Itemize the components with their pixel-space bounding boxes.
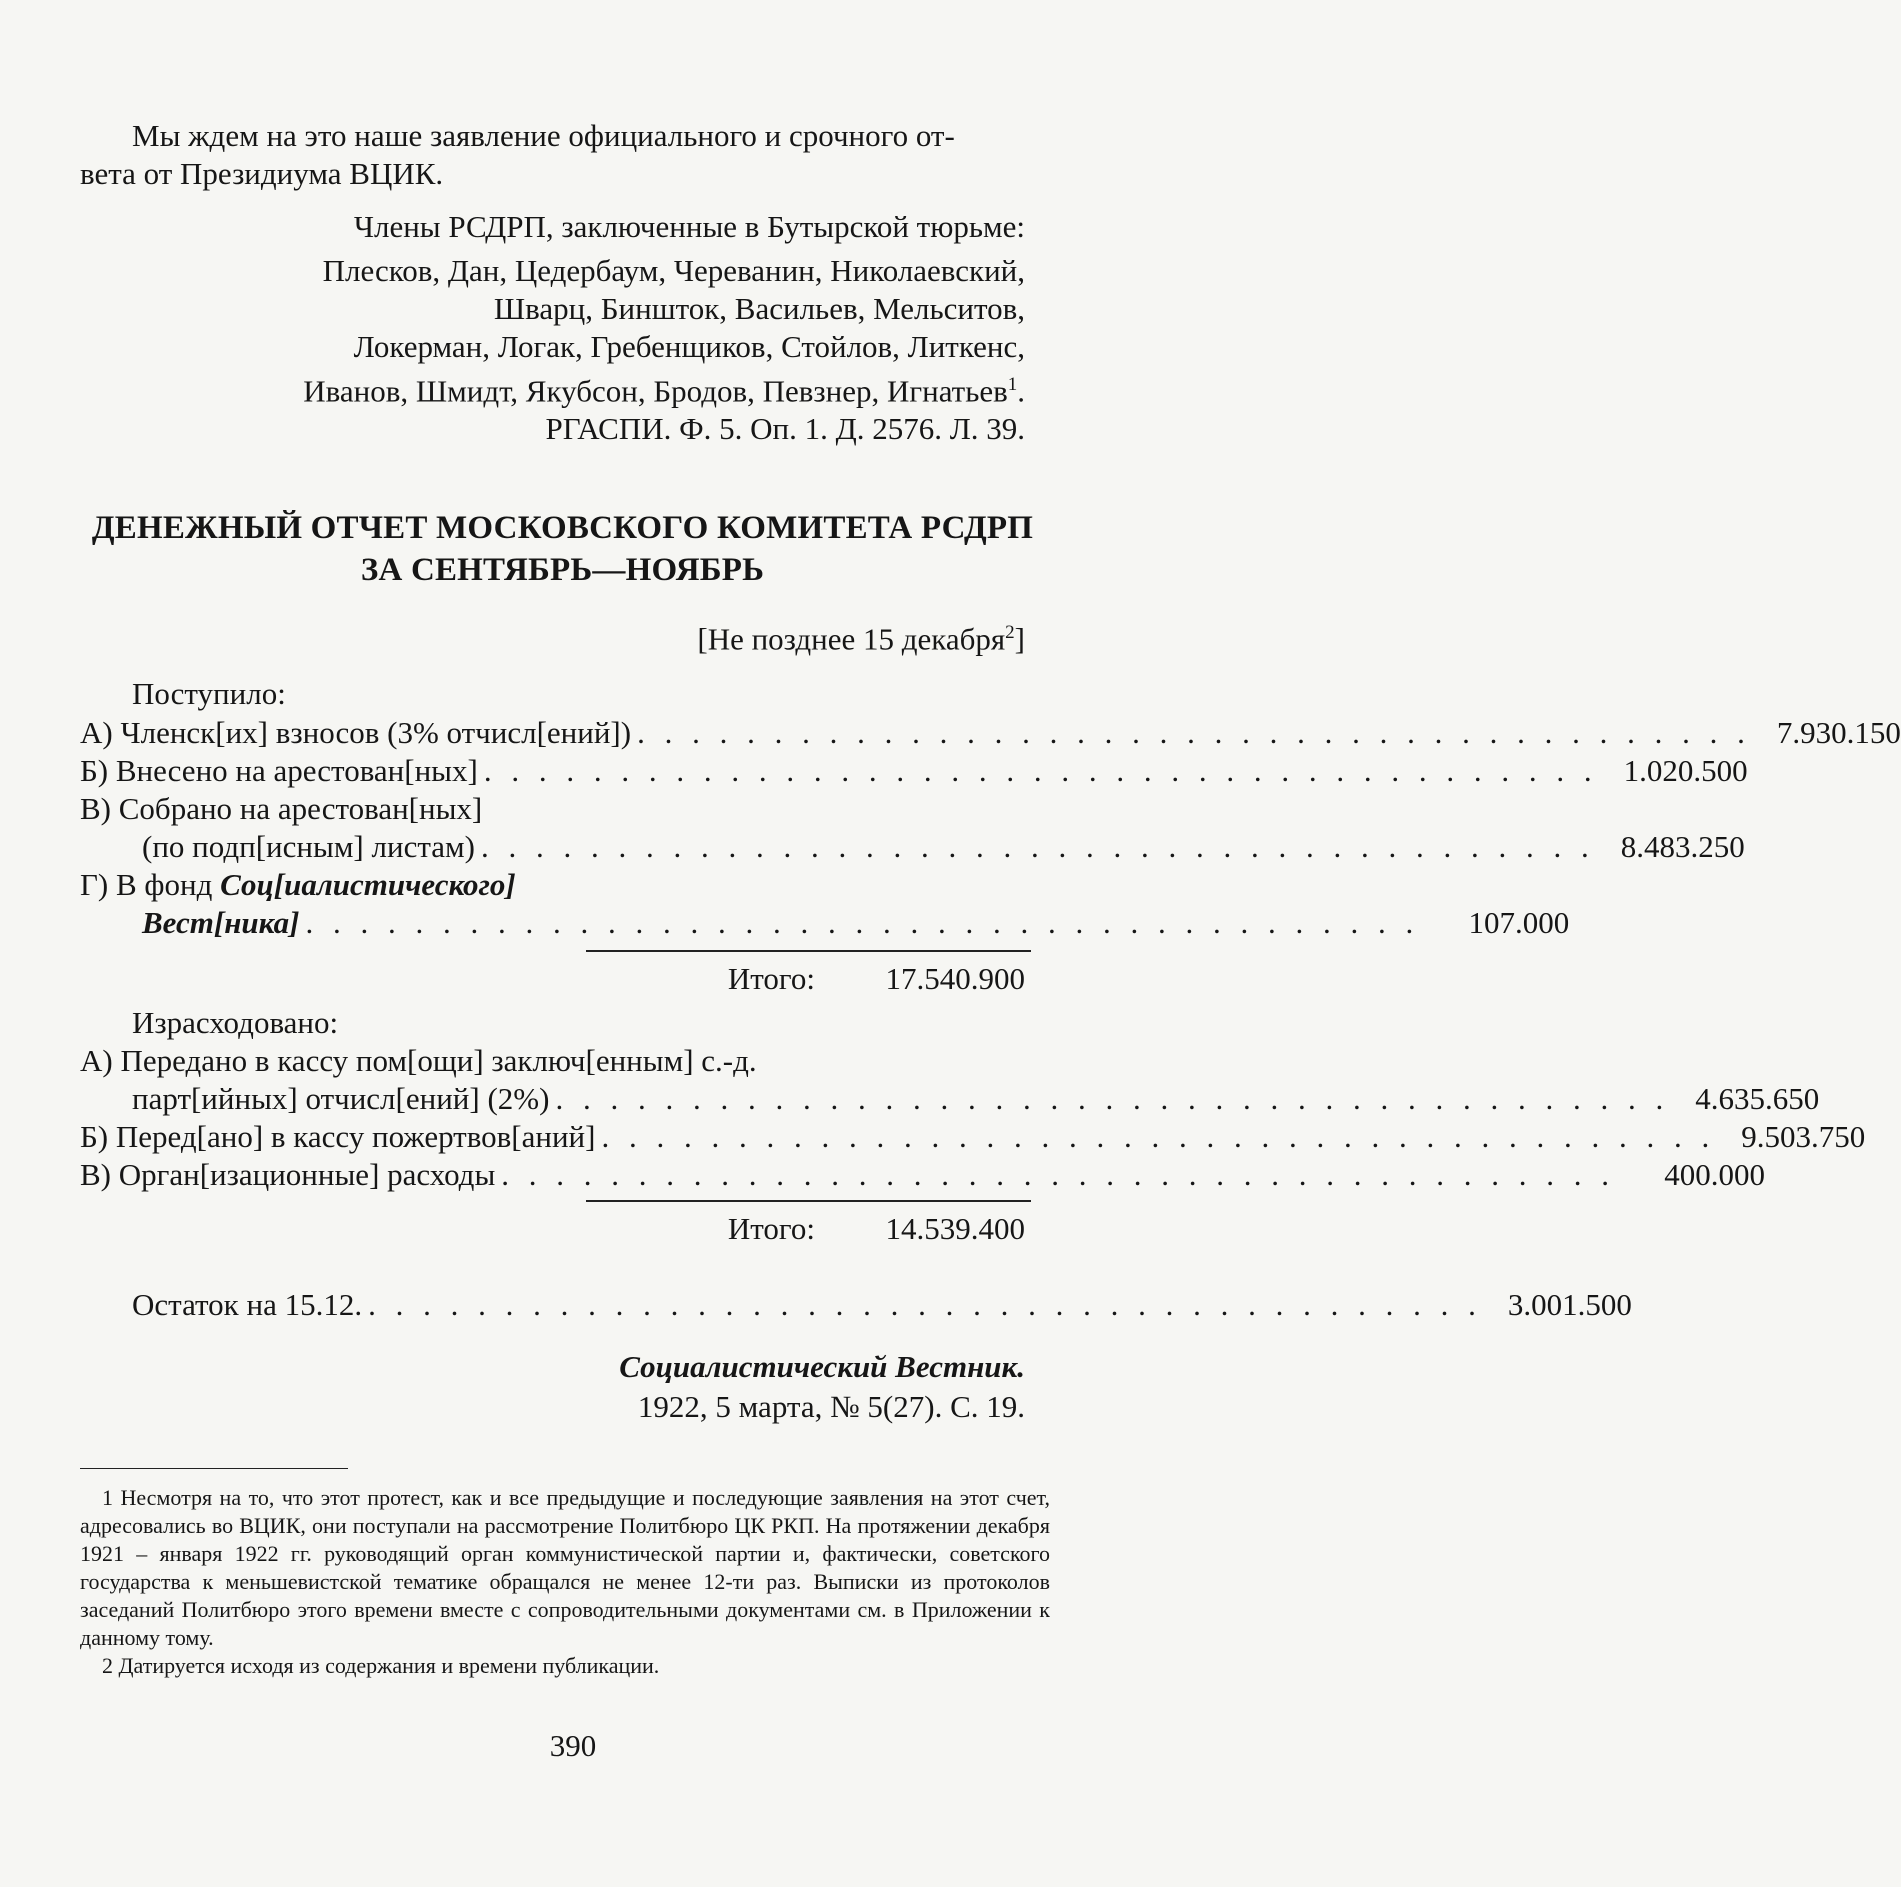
report-title-line2: ЗА СЕНТЯБРЬ—НОЯБРЬ xyxy=(360,552,765,588)
income-total-label: Итого: xyxy=(727,961,815,996)
letter-closing-line2: вета от Президиума ВЦИК. xyxy=(80,156,444,191)
leader-dots: . . . . . . . . . . . . . . . . . . . . . . . . . . . . . . . . . . . . . . . . . xyxy=(368,1287,1482,1322)
leader-dots: . . . . . . . . . . . . . . . . . . . . . . . . . . . . . . . . . . . . . . . . . xyxy=(601,1119,1716,1154)
income-label: В) Собрано на арестован[ных] xyxy=(80,791,483,826)
income-total-row xyxy=(80,960,1025,998)
expense-amount: 4.635.650 xyxy=(1695,1081,1820,1116)
footnote-ref-2[interactable]: 2 xyxy=(1005,622,1015,643)
income-heading: Поступило: xyxy=(132,676,286,711)
expense-total-rule xyxy=(586,1200,1031,1202)
expense-label: А) Передано в кассу пом[ощи] заключ[енным] с.-д. xyxy=(80,1043,757,1078)
income-label: А) Членск[их] взносов (3% отчисл[ений]) xyxy=(80,715,632,750)
footnote-separator xyxy=(80,1468,348,1469)
income-label-italic: Соц[иалистического] xyxy=(220,867,516,902)
leader-dots: . . . . . . . . . . . . . . . . . . . . . . . . . . . . . . . . . . . . . . . . . xyxy=(555,1081,1670,1116)
source-title: Социалистический Вестник. xyxy=(619,1349,1025,1384)
expense-row xyxy=(80,1118,1866,1156)
signers-names-line4 xyxy=(80,366,1025,410)
leader-dots: . . . . . . . . . . . . . . . . . . . . . . . . . . . . . . . . . . . . . . . . . xyxy=(305,905,1420,940)
income-row xyxy=(80,866,1025,904)
expense-total: 14.539.400 xyxy=(885,1211,1025,1246)
leader-dots: . . . . . . . . . . . . . . . . . . . . . . . . . . . . . . . . . . . . . . . . . xyxy=(483,753,1598,788)
expense-label: В) Орган[изационные] расходы xyxy=(80,1157,496,1192)
date-note-end: ] xyxy=(1014,621,1025,657)
income-row xyxy=(80,752,1748,790)
signers-names-line2: Шварц, Биншток, Васильев, Мельситов, xyxy=(493,291,1025,326)
income-label: Г) В фонд xyxy=(80,867,221,902)
income-row xyxy=(80,714,1901,752)
signers-names-line4-end: . xyxy=(1017,373,1025,409)
income-row xyxy=(142,828,1745,866)
signers-heading: Члены РСДРП, заключенные в Бутырской тюрьме: xyxy=(353,209,1025,244)
income-total-rule xyxy=(586,950,1031,952)
signers-names-line4-text: Иванов, Шмидт, Якубсон, Бродов, Певзнер, Игнатьев xyxy=(303,373,1008,409)
footnote-2: 2 Датируется исходя из содержания и времени публикации. xyxy=(102,1653,660,1678)
date-note-text: [Не позднее 15 декабря xyxy=(697,621,1006,657)
income-amount: 107.000 xyxy=(1468,905,1570,940)
expense-row xyxy=(80,1156,1766,1194)
expense-total-label: Итого: xyxy=(727,1211,815,1246)
report-title-line1: ДЕНЕЖНЫЙ ОТЧЕТ МОСКОВСКОГО КОМИТЕТА РСДРП xyxy=(91,510,1034,546)
balance-amount: 3.001.500 xyxy=(1507,1287,1632,1322)
page-number: 390 xyxy=(549,1728,597,1763)
leader-dots: . . . . . . . . . . . . . . . . . . . . . . . . . . . . . . . . . . . . . . . . . xyxy=(501,1157,1616,1192)
expense-label: парт[ийных] отчисл[ений] (2%) xyxy=(132,1081,550,1116)
income-row xyxy=(142,904,1570,942)
expense-row xyxy=(132,1080,1820,1118)
balance-row xyxy=(132,1286,1632,1324)
signers-names-line3: Локерман, Логак, Гребенщиков, Стойлов, Литкенс, xyxy=(353,329,1025,364)
expense-heading: Израсходовано: xyxy=(132,1005,339,1040)
source-detail: 1922, 5 марта, № 5(27). С. 19. xyxy=(637,1389,1025,1424)
letter-closing-line1: Мы ждем на это наше заявление официального и срочного от- xyxy=(132,118,955,153)
income-row xyxy=(80,790,1025,828)
expense-amount: 9.503.750 xyxy=(1741,1119,1866,1154)
archive-source: РГАСПИ. Ф. 5. Оп. 1. Д. 2576. Л. 39. xyxy=(545,411,1025,446)
leader-dots: . . . . . . . . . . . . . . . . . . . . . . . . . . . . . . . . . . . . . . . . . xyxy=(637,715,1751,750)
income-label: Б) Внесено на арестован[ных] xyxy=(80,753,478,788)
income-total: 17.540.900 xyxy=(885,961,1025,996)
income-label-italic: Вест[ника] xyxy=(142,905,300,940)
leader-dots: . . . . . . . . . . . . . . . . . . . . . . . . . . . . . . . . . . . . . . . . . xyxy=(480,829,1595,864)
expense-total-row xyxy=(80,1210,1025,1248)
footnote-1: 1 Несмотря на то, что этот протест, как и все предыдущие и последующие заявления на этот счет, адресовались во ВЦИК, они поступали на рассмотрение Политбюро ЦК РКП. На протяжении декабря 1921 – января 1922 гг. руководящий орган коммунистической партии и, фактически, советского государства к меньшевистской тематике обращался не менее 12-ти раз. Выписки из протоколов заседаний Политбюро этого времени вместе с сопроводительными документами см. в Приложении к данному тому. xyxy=(80,1485,1050,1650)
income-amount: 7.930.150 xyxy=(1776,715,1901,750)
income-amount: 1.020.500 xyxy=(1623,753,1748,788)
expense-amount: 400.000 xyxy=(1664,1157,1766,1192)
income-amount: 8.483.250 xyxy=(1620,829,1745,864)
expense-label: Б) Перед[ано] в кассу пожертвов[аний] xyxy=(80,1119,596,1154)
footnote-ref-1[interactable]: 1 xyxy=(1007,374,1018,395)
expense-row xyxy=(80,1042,1025,1080)
income-label: (по подп[исным] листам) xyxy=(142,829,475,864)
balance-label: Остаток на 15.12. xyxy=(132,1287,363,1322)
date-note xyxy=(80,614,1025,658)
signers-names-line1: Плесков, Дан, Цедербаум, Череванин, Николаевский, xyxy=(322,253,1025,288)
